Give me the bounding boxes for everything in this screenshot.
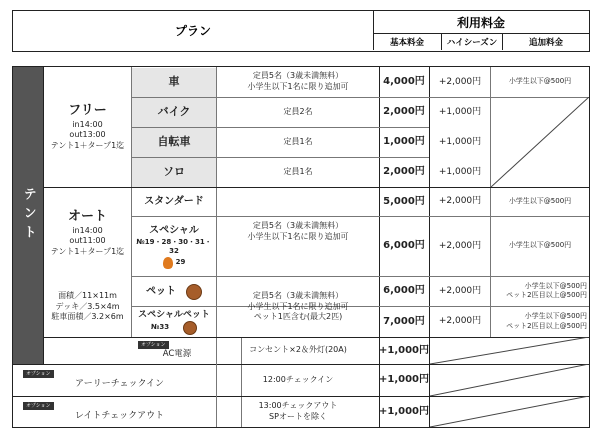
auto-special-pet-num: №33 [150,323,170,332]
auto-special-pet-high: +2,000円 [438,316,482,327]
auto-pet-high: +2,000円 [438,285,482,296]
option-tag: オプション [23,402,54,410]
fee-header: 利用料金 [373,11,589,34]
late-checkout-desc2: SPオートを除く [269,411,327,421]
free-car-cap2: 小学生以下1名に限り追加可 [247,82,349,91]
free-bicycle-high: +1,000円 [438,136,482,147]
free-bicycle-base: 1,000円 [383,136,425,148]
auto-pet-extra [491,276,589,306]
early-extra-diagonal [430,364,589,396]
side-label-tent: テント [13,67,43,364]
free-car-base: 4,000円 [383,76,425,88]
auto-standard-extra: 小学生以下@500円 [508,196,572,205]
free-vehicle-car: 車 [132,68,216,97]
campfire-icon [163,257,173,269]
auto-pet-info [132,277,216,306]
late-extra-diagonal [430,396,589,427]
ac-option-desc: コンセント×2＆外灯(20A) [249,345,347,355]
extra-fee-header: 追加料金 [528,38,563,48]
early-checkin-name: アーリーチェックイン [74,379,164,390]
free-bike-capacity: 定員2名 [283,106,313,116]
header-table [12,10,590,52]
auto-special-icon-num: 29 [175,257,186,266]
auto-capacity [217,187,379,277]
auto-cap2: 小学生以下1名に限り追加可 [247,232,349,241]
free-car-cap1: 定員5名（3歳未満無料） [252,71,344,81]
auto-special-base: 6,000円 [383,240,425,252]
auto-special-high: +2,000円 [438,240,482,251]
dog-icon [183,321,197,335]
free-plan-name: フリー [68,103,107,119]
high-season-header: ハイシーズン [442,34,503,50]
auto-deck: デッキ／3.5×4m [55,301,120,311]
auto-pet-cap3: ペット1匹含む(最大2匹) [253,312,343,322]
free-bike-high: +1,000円 [438,106,482,117]
late-checkout-desc [217,396,379,427]
auto-checkin: in14:00 [72,225,103,235]
free-car-capacity [217,67,379,97]
auto-dimensions [44,278,131,336]
auto-pet-capacity [217,277,379,337]
auto-plan-info [44,188,131,278]
auto-checkout: out11:00 [69,236,106,246]
early-checkin-price: +1,000円 [379,374,430,386]
late-checkout-name: レイトチェックアウト [74,410,165,421]
free-vehicle-bicycle: 自転車 [132,128,216,157]
auto-cap1: 定員5名（3歳未満無料） [252,221,344,231]
auto-special-info [132,217,216,276]
auto-special-nums: №19・28・30・31・32 [136,237,212,256]
free-plan-info [44,67,131,187]
free-car-extra: 小学生以下@500円 [508,77,572,86]
free-solo-capacity: 定員1名 [283,166,313,176]
free-tent: テント1＋タープ1迄 [50,141,125,151]
ac-extra-diagonal [430,337,589,364]
free-bike-base: 2,000円 [383,106,425,118]
auto-pet-extra1: 小学生以下@500円 [524,281,587,290]
dog-icon [186,284,202,300]
base-fee-header: 基本料金 [373,34,442,50]
ac-option-name: AC電源 [162,349,192,360]
early-checkin-desc: 12:00チェックイン [262,374,334,384]
plan-header: プラン [13,11,374,50]
ac-option-info [132,338,216,364]
late-checkout-info [13,397,216,427]
free-car-high: +2,000円 [438,76,482,87]
auto-area: 面積／11×11m [58,290,117,300]
free-extra-diagonal [491,97,589,187]
ac-option-price: +1,000円 [379,344,430,356]
price-grid [12,66,590,428]
auto-plan-name: オート [67,209,107,225]
free-vehicle-solo: ソロ [132,158,216,187]
auto-pet-cap1: 定員5名（3歳未満無料） [252,290,344,300]
auto-standard-name: スタンダード [144,196,204,208]
early-checkin-info [13,365,216,396]
option-tag: オプション [138,341,169,349]
free-checkin: in14:00 [72,119,103,129]
late-checkout-desc1: 13:00チェックアウト [258,400,338,410]
auto-standard-base: 5,000円 [383,195,425,207]
auto-special-pet-extra1: 小学生以下@500円 [524,312,587,321]
late-checkout-price: +1,000円 [379,405,430,417]
auto-pet-cap2: 小学生以下1名に限り追加可 [247,301,349,311]
free-solo-base: 2,000円 [383,166,425,178]
auto-standard-high: +2,000円 [438,196,482,207]
auto-pet-name: ペット [146,285,176,297]
option-tag: オプション [23,370,54,378]
auto-special-extra: 小学生以下@500円 [508,241,572,250]
free-solo-high: +1,000円 [438,166,482,177]
auto-special-pet-extra2: ペット2匹目以上@500円 [506,321,587,330]
auto-special-pet-name: スペシャルペット [138,309,210,320]
auto-pet-extra2: ペット2匹目以上@500円 [506,291,587,299]
free-checkout: out13:00 [69,130,106,140]
free-vehicle-bike: バイク [132,98,216,127]
auto-special-pet-info [132,307,216,337]
auto-special-pet-base: 7,000円 [383,315,425,327]
auto-pet-base: 6,000円 [383,285,425,297]
auto-tent: テント1＋タープ1迄 [50,247,125,257]
auto-special-pet-extra [491,306,589,337]
free-bicycle-capacity: 定員1名 [283,136,313,146]
auto-parking: 駐車面積／3.2×6m [51,312,124,322]
auto-special-name: スペシャル [149,225,199,237]
